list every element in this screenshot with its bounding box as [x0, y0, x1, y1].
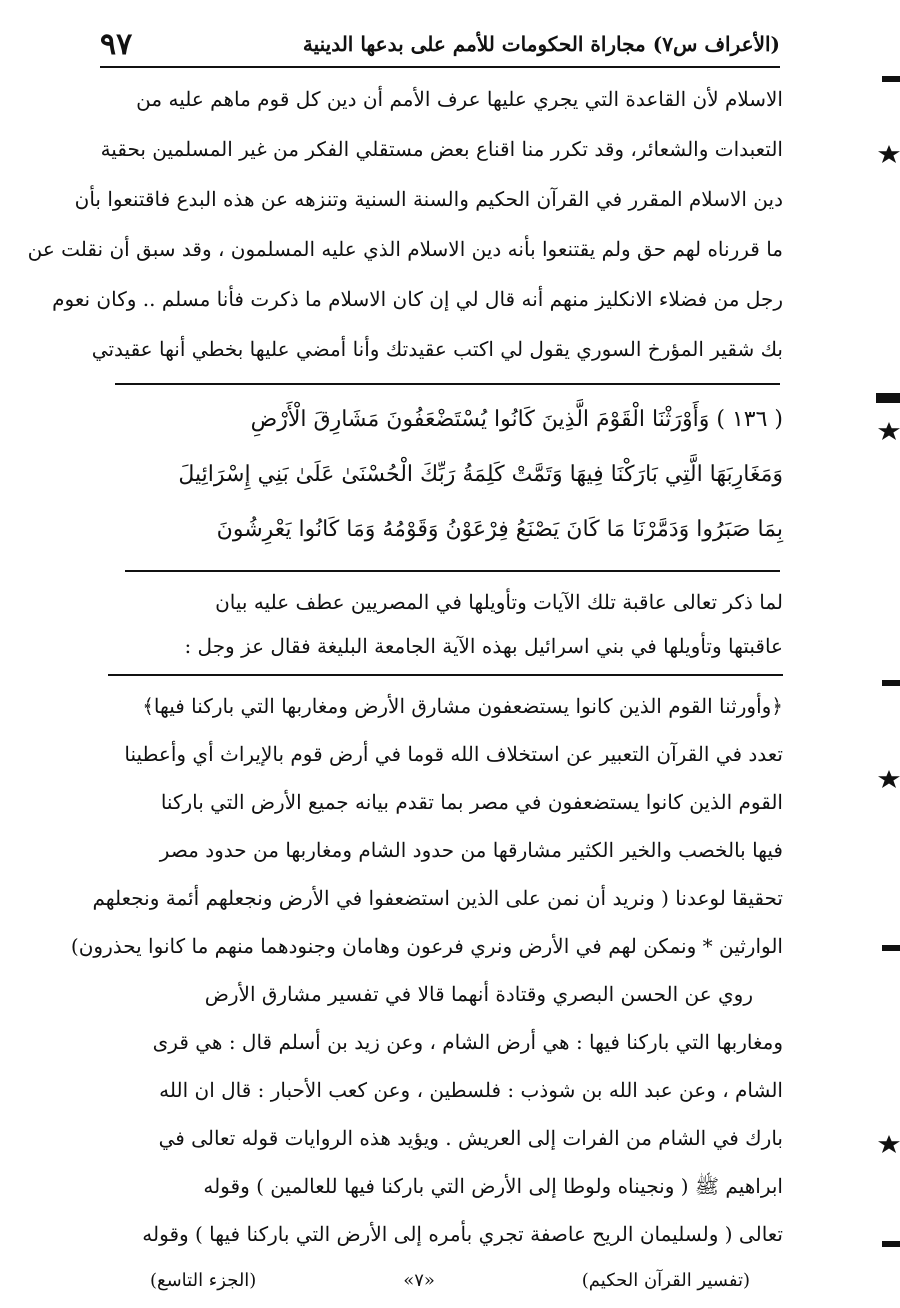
- verse-line: بِمَا صَبَرُوا وَدَمَّرْنَا مَا كَانَ يَصْنَعُ فِرْعَوْنُ وَقَوْمُهُ وَمَا كَانُوا يَعْرِشُونَ: [216, 517, 783, 542]
- text-line: فيها بالخصب والخير الكثير مشارقها من حدود الشام ومغاربها من حدود مصر: [159, 838, 783, 862]
- text-line: تعدد في القرآن التعبير عن استخلاف الله قوما في أرض قوم بالإيراث أي وأعطينا: [124, 742, 783, 766]
- text-line: الاسلام لأن القاعدة التي يجري عليها عرف الأمم أن دين كل قوم ماهم عليه من: [136, 87, 783, 111]
- scan-mark: [882, 945, 900, 951]
- opening-paragraph: [27, 74, 783, 374]
- footer-book-title: (تفسير القرآن الحكيم): [581, 1269, 750, 1291]
- text-line: ﴿وأورثنا القوم الذين كانوا يستضعفون مشارق الأرض ومغاربها التي باركنا فيها﴾: [142, 694, 783, 718]
- text-line: تحقيقا لوعدنا ( ونريد أن نمن على الذين استضعفوا في الأرض ونجعلهم أئمة ونجعلهم: [92, 886, 783, 910]
- text-line: ومغاربها التي باركنا فيها : هي أرض الشام ، وعن زيد بن أسلم قال : هي قرى: [152, 1030, 783, 1054]
- intro-paragraph: [108, 580, 783, 668]
- divider-line: [125, 570, 780, 572]
- footer-signature: «٧»: [403, 1269, 435, 1291]
- text-line: القوم الذين كانوا يستضعفون في مصر بما تقدم بيانه جميع الأرض التي باركنا: [160, 790, 783, 814]
- running-header: [100, 22, 780, 68]
- verse-line: ( ١٣٦ ) وَأَوْرَثْنَا الْقَوْمَ الَّذِينَ كَانُوا يُسْتَضْعَفُونَ مَشَارِقَ الْأَرْضِ: [250, 407, 783, 432]
- scan-mark: [878, 1135, 900, 1153]
- divider-line: [108, 674, 783, 676]
- text-line: لما ذكر تعالى عاقبة تلك الآيات وتأويلها في المصريين عطف عليه بيان: [215, 590, 783, 614]
- text-line: بك شقير المؤرخ السوري يقول لي اكتب عقيدتك وأنا أمضي عليها بخطي أنها عقيدتي: [91, 337, 783, 361]
- verse-line: وَمَغَارِبَهَا الَّتِي بَارَكْنَا فِيهَا وَتَمَّتْ كَلِمَةُ رَبِّكَ الْحُسْنَىٰ عَلَىٰ بَنِي إِسْرَائِيلَ: [178, 462, 783, 487]
- page-footer: [150, 1262, 750, 1298]
- quran-verse: [108, 392, 783, 557]
- scan-mark: [878, 422, 900, 440]
- text-line: تعالى ( ولسليمان الريح عاصفة تجري بأمره إلى الأرض التي باركنا فيها ) وقوله: [142, 1222, 783, 1246]
- text-line: ما قررناه لهم حق ولم يقتنعوا بأنه دين الاسلام الذي عليه المسلمون ، وقد سبق أن نقلت عن: [27, 237, 783, 261]
- scan-mark: [878, 145, 900, 163]
- text-line: عاقبتها وتأويلها في بني اسرائيل بهذه الآية الجامعة البليغة فقال عز وجل :: [184, 634, 783, 658]
- text-line: الوارثين * ونمكن لهم في الأرض ونري فرعون وهامان وجنودهما منهم ما كانوا يحذرون): [70, 934, 783, 958]
- text-line: التعبدات والشعائر، وقد تكرر منا اقناع بعض مستقلي الفكر من غير المسلمين بحقية: [100, 137, 783, 161]
- scan-mark: [878, 770, 900, 788]
- divider-line: [115, 383, 780, 385]
- text-line: بارك في الشام من الفرات إلى العريش . ويؤيد هذه الروايات قوله تعالى في: [158, 1126, 783, 1150]
- scan-mark: [882, 76, 900, 82]
- text-line: ابراهيم ﷺ ( ونجيناه ولوطا إلى الأرض التي باركنا فيها للعالمين ) وقوله: [203, 1174, 783, 1198]
- scan-mark: [882, 680, 900, 686]
- text-line: دين الاسلام المقرر في القرآن الحكيم والسنة السنية وتنزهه عن هذه البدع فاقتنعوا بأن: [74, 187, 783, 211]
- text-line: روي عن الحسن البصري وقتادة أنهما قالا في تفسير مشارق الأرض: [204, 982, 753, 1006]
- header-title: (الأعراف س٧) مجاراة الحكومات للأمم على بدعها الدينية: [302, 32, 780, 56]
- commentary: [70, 682, 783, 1258]
- text-line: الشام ، وعن عبد الله بن شوذب : فلسطين ، وعن كعب الأحبار : قال ان الله: [159, 1078, 783, 1102]
- scan-mark: [882, 1241, 900, 1247]
- footer-part: (الجزء التاسع): [150, 1269, 257, 1291]
- page-number: ٩٧: [100, 26, 133, 62]
- text-line: رجل من فضلاء الانكليز منهم أنه قال لي إن كان الاسلام ما ذكرت فأنا مسلم .. وكان نعوم: [52, 287, 783, 311]
- scan-mark: [876, 393, 900, 403]
